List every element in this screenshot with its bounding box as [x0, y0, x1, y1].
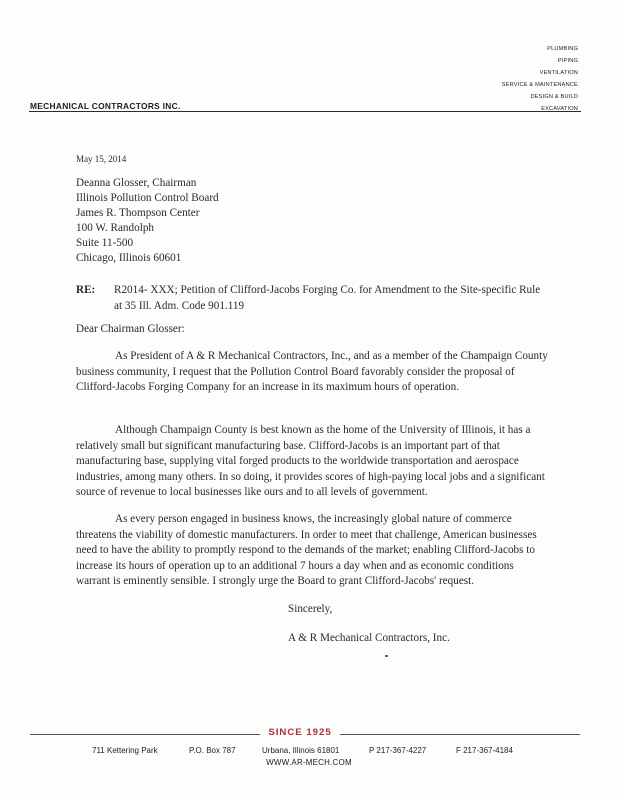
subject-label: RE:	[76, 284, 96, 296]
subject-line	[76, 282, 546, 314]
service-item: DESIGN & BUILD	[530, 94, 578, 100]
address-line: 100 W. Randolph	[76, 222, 155, 234]
footer-phone: P 217-367-4227	[369, 746, 427, 755]
letter-date: May 15, 2014	[76, 154, 127, 164]
address-line: Illinois Pollution Control Board	[76, 192, 219, 204]
recipient-address	[76, 176, 576, 266]
address-line: Chicago, Illinois 60601	[76, 252, 182, 264]
footer-website[interactable]: WWW.AR-MECH.COM	[266, 758, 352, 767]
service-item: PLUMBING	[547, 46, 578, 52]
address-line: James R. Thompson Center	[76, 207, 200, 219]
body-paragraph: As every person engaged in business knows, the increasingly global nature of commerce threatens the viability of domestic manufacturers. In order to meet that challenge, American businesses need to have the ability to promptly respond to the demands of the market; enabling Clifford-Jacobs to increase its hours of operation up to an additional 7 hours a day when and as economic conditions warrant is eminently sensible. I strongly urge the Board to grant Clifford-Jacobs' request.	[76, 513, 537, 588]
footer-fax: F 217-367-4184	[456, 746, 513, 755]
company-name: MECHANICAL CONTRACTORS INC.	[30, 101, 181, 111]
address-line: Deanna Glosser, Chairman	[76, 177, 197, 189]
footer-divider-right	[340, 734, 580, 735]
service-item: VENTILATION	[539, 70, 578, 76]
service-item: SERVICE & MAINTENANCE	[501, 82, 578, 88]
signer-name: A & R Mechanical Contractors, Inc.	[288, 632, 450, 644]
footer-po-box: P.O. Box 787	[189, 746, 236, 755]
services-list	[502, 43, 578, 115]
body-paragraph: Although Champaign County is best known as the home of the University of Illinois, it has a relatively small but significant manufacturing base. Clifford-Jacobs is an important part of that manufacturing base, supplying vital forged products to the worldwide transportation and aerospace industries, among many others. In so doing, it provides scores of high-paying local jobs and a significant source of revenue to local businesses like ours and to all levels of government.	[76, 424, 545, 499]
closing: Sincerely,	[288, 603, 333, 615]
service-item: PIPING	[557, 58, 578, 64]
ink-mark	[385, 655, 388, 657]
body-paragraph: As President of A & R Mechanical Contractors, Inc., and as a member of the Champaign County business community, I request that the Pollution Control Board favorably consider the proposal of Clifford-Jacobs Forging Company for an increase in its maximum hours of operation.	[76, 350, 548, 394]
footer-street: 711 Kettering Park	[92, 746, 158, 755]
footer-city: Urbana, Illinois 61801	[262, 746, 340, 755]
since-badge: SINCE 1925	[268, 727, 332, 738]
letterhead-divider	[29, 111, 581, 112]
address-line: Suite 11-500	[76, 237, 134, 249]
service-item: EXCAVATION	[541, 106, 578, 112]
salutation: Dear Chairman Glosser:	[76, 323, 185, 335]
footer-divider-left	[30, 734, 260, 735]
subject-text: R2014- XXX; Petition of Clifford-Jacobs Forging Co. for Amendment to the Site-specific Rule at 35 Ill. Adm. Code 901.119	[114, 284, 541, 312]
